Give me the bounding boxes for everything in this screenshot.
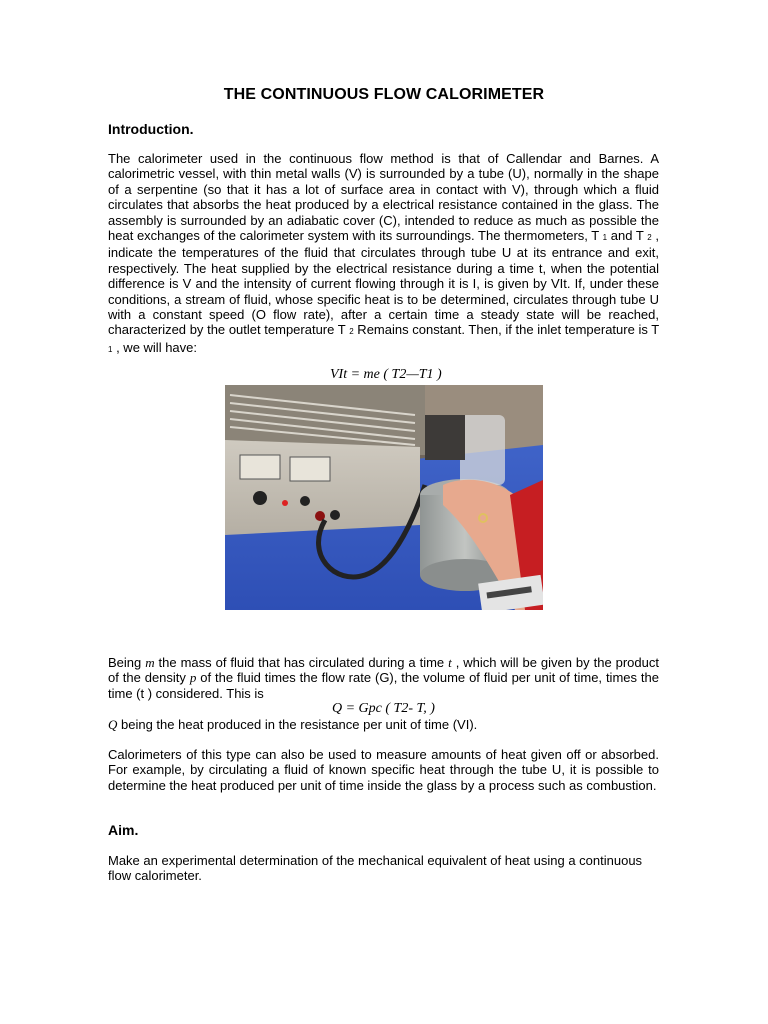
calorimeter-apparatus-photo (225, 385, 543, 610)
introduction-paragraph (108, 151, 659, 357)
symbol-t: t (448, 655, 452, 670)
subscript-4: 1 (108, 344, 113, 354)
introduction-heading: Introduction. (108, 121, 194, 137)
mass-text-a: Being (108, 655, 146, 670)
aim-heading: Aim. (108, 822, 139, 838)
intro-text-e: , we will have: (116, 339, 197, 355)
subscript-1: 1 (602, 233, 608, 243)
intro-text-b: and T (607, 228, 644, 244)
intro-text-a: The calorimeter used in the continuous flow method is that of Callendar and Barnes. A calorimetric vessel, with thin metal walls (V) is surrounded by a tube (U), normally in the shape of a serpentine (so that it has a lot of surface area in contact with V), through which a fluid circulates that absorbs the heat produced by a electrical resistance contained in the glass. The assembly is surrounded by an adiabatic cover (C), intended to reduce as much as possible the heat exchanges of the calorimeter system with its surroundings. The thermometers, T (108, 151, 659, 244)
equation-heat-balance: VIt = me ( T2—T1 ) (330, 367, 442, 382)
equation-heat-rate: Q = Gpc ( T2- T, ) (332, 701, 435, 716)
symbol-rho: p (189, 670, 197, 686)
q-definition-text: being the heat produced in the resistance per unit of time (VI). (117, 717, 478, 732)
aim-paragraph: Make an experimental determination of the mechanical equivalent of heat using a continuous flow calorimeter. (108, 853, 643, 884)
mass-paragraph (108, 655, 659, 701)
symbol-q: Q (108, 717, 118, 732)
q-definition (108, 717, 659, 732)
subscript-3: 2 (349, 327, 354, 337)
calorimeter-uses-paragraph: Calorimeters of this type can also be used to measure amounts of heat given off or absorbed. For example, by circulating a fluid of known specific heat through the tube U, it is possible to determine the heat produced per unit of time inside the glass by a process such as combustion. (108, 747, 659, 793)
mass-text-c: , which will be given by the product of the density (108, 655, 659, 686)
mass-text-d: of the fluid times the flow rate (G), the volume of fluid per unit of time, times the time (t ) considered. This is (108, 670, 659, 701)
mass-text-b: the mass of fluid that has circulated during a time (154, 655, 449, 670)
subscript-2: 2 (647, 233, 652, 243)
page-title: THE CONTINUOUS FLOW CALORIMETER (223, 86, 545, 103)
intro-text-d: Remains constant. Then, if the inlet temperature is T (353, 322, 660, 338)
symbol-m: m (145, 655, 155, 670)
intro-text-c: , indicate the temperatures of the fluid that circulates through tube U at its entrance and exit, respectively. The heat supplied by the electrical resistance during a time t, when the potential difference is V and the intensity of current flowing through it is I, is given by VIt. If, under these conditions, a stream of fluid, whose specific heat is to be determined, circulates through tube U with a constant speed (O flow rate), after a certain time a steady state will be reached, characterized by the outlet temperature T (108, 228, 659, 338)
